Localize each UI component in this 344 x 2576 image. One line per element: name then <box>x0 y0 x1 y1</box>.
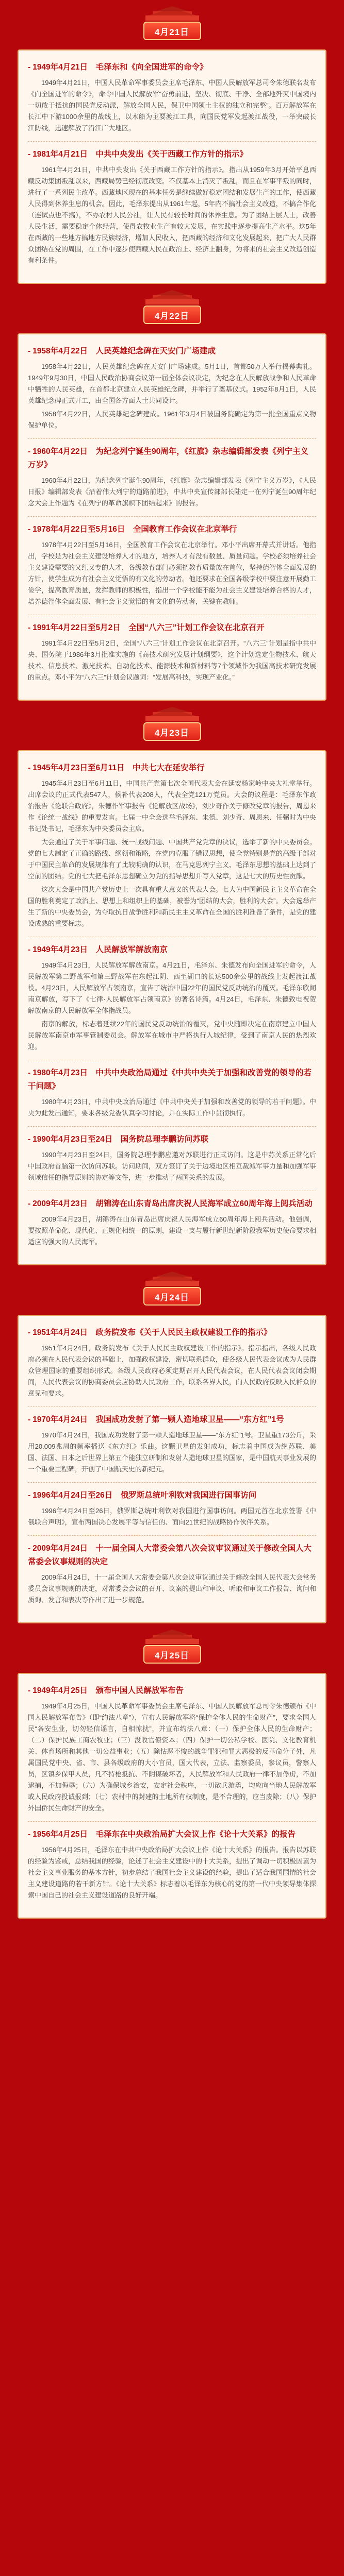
day-section <box>0 0 344 284</box>
entry-paragraph: 1956年4月25日，毛泽东在中共中央政治局扩大会议上作《论十大关系》的报告。报告以苏联的经验为鉴戒，总结我国的经验，论述了社会主义建设中的十大关系，提出了调动一切积极因素为社会主义事业服务的基本方针，初步总结了我国社会主义建设的经验，提出了适合我国国情的社会主义建设道路的若干新方针。《论十大关系》标志着以毛泽东为核心的党的第一代中央领导集体探索中国自己的社会主义建设道路的良好开端。 <box>28 1846 317 1899</box>
tiananmen-gate-icon <box>141 1272 203 1286</box>
entry-body <box>28 539 316 607</box>
entry-paragraph: 1958年4月22日，人民英雄纪念碑在天安门广场建成。5月1日，首都50万人举行揭幕典礼。1949年9月30日，中国人民政治协商会议第一届全体会议决定，为纪念在人民解放战争和人民革命中牺牲的人民英雄，在首都北京建立人民英雄纪念碑，并举行了奠基仪式。1952年8月1日，人民英雄纪念碑正式开工，由全国各方面人士共同设计。 <box>28 363 316 404</box>
entry-title-text: 1945年4月23日至6月11日 中共七大在延安举行 <box>32 764 205 772</box>
entry-title <box>28 148 316 161</box>
entry-dash: - <box>28 945 31 954</box>
entry-body <box>28 778 316 929</box>
entry-title <box>28 621 316 635</box>
history-entry <box>28 1483 316 1536</box>
entry-body <box>28 1149 316 1183</box>
entry-dash: - <box>28 764 31 772</box>
entry-paragraph: 1949年4月25日，中国人民革命军事委员会主席毛泽东、中国人民解放军总司令朱德颁布《中国人民解放军布告》（即“约法八章”），宣布人民解放军将“保护全体人民的生命财产”，要求全国人民“各安生业，切勿轻信谣言，自相惊扰”，并宣布约法八章：（一）保护全体人民的生命财产；（二）保护民族工商农牧业；（三）没收官僚资本；（四）保护一切公私学校、医院、文化教育机关、体育场所和其他一切公益事业；（五）除怙恶不悛的战争罪犯和罪大恶极的反革命分子外，凡属国民党中央、省、市、县各级政府的大小官员，国大代表，立法、监察委员，参议员，警察人员，区镇乡保甲人员，凡不持枪抵抗、不阴谋破坏者，人民解放军和人民政府一律不加俘虏，不加逮捕，不加侮辱；（六）为确保城乡治安，安定社会秩序，一切散兵游勇，均应向当地人民解放军或人民政府投诚报到；（七）农村中的封建的土地所有权制度，是不合理的，应当废除；（八）保护外国侨民生命财产的安全。 <box>28 1702 317 1812</box>
entry-body <box>28 475 316 509</box>
entry-paragraph: 1961年4月21日，中共中央发出《关于西藏工作方针的指示》。指出从1959年3月开始平息西藏反动集团叛乱以来，西藏局势已经彻底改变。不仅基本上消灭了叛乱，而且在军事平叛的同时，进行了一系列民主改革。西藏地区现在的基本任务是继续做好稳定团结和发展生产的工作，使西藏人民得到休养生息的机会。因此，毛泽东提出从1961年起，5年内不搞社会主义改造，不搞合作化（连试点也不搞），不办农村人民公社，让人民有较长时间的休养生息。为了团结上层人士，改善人民生活，需要稳定个体经营，使得农牧业生产有较大发展，在实践中逐步提高生产水平。这5年在西藏的一些地方搞地方民族经济，增加人民收入，把西藏的经济和文化发展起来，把广大人民群众团结在党的周围，在工作中逐步使西藏人民在政治上、经济上翻身，为将来的社会主义改造创造有利条件。 <box>28 166 317 264</box>
day-section <box>0 701 344 1265</box>
footer-band <box>0 1919 344 1939</box>
entries-card <box>18 1673 326 1919</box>
entry-title-text: 1951年4月24日 政务院发布《关于人民民主政权建设工作的指示》 <box>32 1328 272 1337</box>
entry-dash: - <box>28 1491 31 1500</box>
entry-paragraph: 1949年4月23日，人民解放军解放南京。4月21日，毛泽东、朱德发布向全国进军的命令，人民解放军第二野战军和第三野战军在东起江阴、西至湖口的长达500余公里的战线上发起渡江战役。4月23日，人民解放军占领南京，宣告了统治中国22年的国民党反动统治的覆灭。毛泽东欣闻南京解放，写下了《七律·人民解放军占领南京》的著名诗篇。4月24日，毛泽东、朱德致电祝贺解放南京的人民解放军全体指战员。 <box>28 961 316 1014</box>
date-badge: 4月22日 <box>143 306 201 324</box>
entry-dash: - <box>28 1686 31 1695</box>
day-section <box>0 284 344 701</box>
entry-title <box>28 345 316 358</box>
entry-title <box>28 1684 316 1698</box>
entry-dash: - <box>28 1830 31 1839</box>
entry-title-text: 1990年4月23日至24日 国务院总理李鹏访问苏联 <box>32 1135 209 1144</box>
entry-title-text: 1991年4月22日至5月2日 全国“八六三”计划工作会议在北京召开 <box>32 623 265 632</box>
entry-title <box>28 1066 316 1093</box>
entry-paragraph: 1978年4月22日至5月16日，全国教育工作会议在北京举行。邓小平出席开幕式并讲话。他指出，学校是为社会主义建设培养人才的地方，培养人才有没有数量、质量问题。学校必须培养社会主义建设需要的又红又专的人才，各级教育部门必须把教育质量放在首位，坚持德智体全面发展的方针，使学生成为有社会主义觉悟的有文化的劳动者。他还要求在全国各级学校中要注意开展勤工俭学，提高教育质量，发挥教师的积极性，指出一个学校能不能为社会主义建设培养合格的人才，培养德智体全面发展、有社会主义觉悟的有文化的劳动者，关键在教师。 <box>28 541 317 605</box>
date-badge: 4月21日 <box>143 22 201 40</box>
entry-title-text: 1978年4月22日至5月16日 全国教育工作会议在北京举行 <box>32 525 237 534</box>
entry-paragraph: 1960年4月22日，为纪念列宁诞生90周年，《红旗》杂志编辑部发表《列宁主义万岁》，《人民日报》编辑部发表《沿着伟大列宁的道路前进》，中共中央宣传部部长陆定一在列宁诞生90周年纪念大会上作题为《在列宁的革命旗帜下团结起来》的报告。 <box>28 477 316 507</box>
entry-paragraph: 这次大会是中国共产党历史上一次具有重大意义的代表大会。七大为中国新民主主义革命在全国的胜利奠定了政治上、思想上和组织上的基础，被誉为“团结的大会，胜利的大会”。大会选举产生了新的中央委员会，为夺取抗日战争胜利和新民主主义革命在全国的胜利准备了条件，是党的建设成熟的重要标志。 <box>28 886 317 927</box>
history-entry <box>28 1191 316 1255</box>
day-header <box>18 701 326 750</box>
entry-dash: - <box>28 63 31 72</box>
entry-dash: - <box>28 1544 31 1553</box>
entry-title <box>28 1133 316 1146</box>
entry-title <box>28 445 316 472</box>
history-entry <box>28 1822 316 1908</box>
entry-body <box>28 960 316 1053</box>
entry-title-text: 1949年4月21日 毛泽东和《向全国进军的命令》 <box>32 63 208 72</box>
entry-body <box>28 638 316 683</box>
date-badge: 4月24日 <box>143 1287 201 1306</box>
day-header <box>18 0 326 49</box>
history-entry <box>28 439 316 517</box>
entry-dash: - <box>28 1415 31 1424</box>
entry-title <box>28 1542 316 1569</box>
day-header <box>18 284 326 333</box>
history-entry <box>28 142 316 274</box>
entry-paragraph: 1949年4月21日，中国人民革命军事委员会主席毛泽东、中国人民解放军总司令朱德联名发布《向全国进军的命令》，命令中国人民解放军“奋勇前进，坚决、彻底、干净、全部地歼灭中国境内一切敢于抵抗的国民党反动派，解放全国人民，保卫中国领土主权的独立和完整”。百万解放军在长江中下游1000余里的战线上，以木船为主要渡江工具，向国民党军发起渡江战役，一举突破长江防线，迅速解放了沿江广大地区。 <box>28 79 316 132</box>
entry-body <box>28 1572 316 1606</box>
entry-dash: - <box>28 525 31 534</box>
history-entry <box>28 937 316 1060</box>
entry-paragraph: 2009年4月23日，胡锦涛在山东青岛出席庆祝人民海军成立60周年海上阅兵活动。他强调，要按照革命化、现代化、正规化相统一的原则，建设一支与履行新世纪新阶段我军历史使命要求相适应的强大的人民海军。 <box>28 1215 317 1246</box>
entry-title <box>28 523 316 536</box>
entry-title-text: 1958年4月22日 人民英雄纪念碑在天安门广场建成 <box>32 347 216 355</box>
entry-title-text: 1949年4月23日 人民解放军解放南京 <box>32 945 168 954</box>
entry-dash: - <box>28 1328 31 1337</box>
entry-dash: - <box>28 1069 31 1077</box>
history-entry <box>28 755 316 937</box>
entry-body <box>28 1430 316 1475</box>
history-entry <box>28 1320 316 1407</box>
entry-body <box>28 1701 316 1814</box>
tiananmen-gate-icon <box>141 290 203 304</box>
entry-body <box>28 1505 316 1528</box>
entry-paragraph: 大会通过了关于军事问题、统一战线问题、中国共产党党章的决议，选举了新的中央委员会。党的七大制定了正确的路线、纲领和策略，在党内克服了错误思想，使全党特别是党的高级干部对于中国民主革命的发展规律有了比较明确的认识，在马克思列宁主义、毛泽东思想的基础上达到了空前的团结。党的七大把毛泽东思想确立为党的指导思想并写入党章，这是七大的历史性贡献。 <box>28 838 317 880</box>
entry-paragraph: 1958年4月22日，人民英雄纪念碑建成。1961年3月4日被国务院确定为第一批全国重点文物保护单位。 <box>28 410 316 429</box>
history-entry <box>28 338 316 439</box>
history-entry <box>28 517 316 615</box>
entry-paragraph: 1980年4月23日，中共中央政治局通过《中共中央关于加强和改善党的领导的若干问题》。中央为此发出通知，要求各级党委认真学习讨论，并在实际工作中贯彻执行。 <box>28 1098 316 1117</box>
entries-card <box>18 333 326 701</box>
entry-paragraph: 1970年4月24日，我国成功发射了第一颗人造地球卫星——“东方红”1号。卫星重173公斤，采用20.009兆周的频率播送《东方红》乐曲。这颗卫星的发射成功，标志着中国成为继苏联、美国、法国、日本之后世界上第五个能独立研制和发射人造地球卫星的国家，是中国航天事业发展的一个重要里程碑，开创了中国航天史的新纪元。 <box>28 1431 317 1473</box>
entry-paragraph: 1951年4月24日，政务院发布《关于人民民主政权建设工作的指示》。指示指出，各级人民政府必须在人民代表会议的基础上，加强政权建设，密切联系群众，使各级人民代表会议成为人民群众管理国家的重要组织形式。各级人民政府必须定期召开人民代表会议，在人民代表会议闭会期间，人民代表会议的协商委员会应协助人民政府工作，联系各界人民，向人民政府反映人民群众的意见和要求。 <box>28 1344 317 1397</box>
entry-paragraph: 1945年4月23日至6月11日，中国共产党第七次全国代表大会在延安杨家岭中央大礼堂举行。出席会议的正式代表547人，候补代表208人，代表全党121万党员。大会的议程是：毛泽东作政治报告《论联合政府》，朱德作军事报告《论解放区战场》，刘少奇作关于修改党章的报告，周恩来作《论统一战线》的重要发言。七届一中全会选举毛泽东、朱德、刘少奇、周恩来、任弼时为中央书记处书记，毛泽东为中央委员会主席。 <box>28 779 317 833</box>
date-badge: 4月25日 <box>143 1645 201 1664</box>
day-section <box>0 1623 344 1919</box>
entry-dash: - <box>28 1135 31 1144</box>
entries-card <box>18 49 326 284</box>
entries-card <box>18 1315 326 1623</box>
history-entry <box>28 1407 316 1483</box>
entry-title-text: 1956年4月25日 毛泽东在中央政治局扩大会议上作《论十大关系》的报告 <box>32 1830 296 1839</box>
entry-title <box>28 1828 316 1841</box>
history-entry <box>28 55 316 142</box>
entry-title <box>28 1413 316 1427</box>
history-entry <box>28 1060 316 1127</box>
entry-title <box>28 1326 316 1340</box>
entry-dash: - <box>28 447 31 456</box>
entry-body <box>28 361 316 431</box>
tiananmen-gate-icon <box>141 707 203 721</box>
entry-paragraph: 南京的解放，标志着延续22年的国民党反动统治的覆灭，党中央随即决定在南京建立中国人民解放军南京市军事管制委员会。解放军在城市中严格执行入城纪律，受到了南京人民的热烈欢迎。 <box>28 1020 316 1050</box>
entry-title <box>28 943 316 957</box>
entries-card <box>18 750 326 1265</box>
day-header <box>18 1265 326 1315</box>
entry-body <box>28 1844 316 1901</box>
entry-title-text: 1970年4月24日 我国成功发射了第一颗人造地球卫星——“东方红”1号 <box>32 1415 284 1424</box>
entry-title-text: 1960年4月22日 为纪念列宁诞生90周年，《红旗》杂志编辑部发表《列宁主义万岁》 <box>28 447 309 469</box>
date-badge: 4月23日 <box>143 722 201 741</box>
entry-paragraph: 1991年4月22日至5月2日，全国“八六三”计划工作会议在北京召开。“八六三”计划是指中共中央、国务院于1986年3月批准实施的《高技术研究发展计划纲要》，这个计划选定生物技术、航天技术、信息技术、激光技术、自动化技术、能源技术和新材料等7个领域作为我国高技术研究发展的重点。邓小平为“八六三”计划会议题词：“发展高科技，实现产业化。” <box>28 639 316 681</box>
tiananmen-gate-icon <box>141 6 203 21</box>
entry-paragraph: 1990年4月23日至24日，国务院总理李鹏应邀对苏联进行正式访问。这是中苏关系正常化后中国政府首脑第一次访问苏联。访问期间，双方签订了关于边境地区相互裁减军事力量和加强军事领域信任的指导原则的协定等文件，进一步推动了两国关系的发展。 <box>28 1151 317 1181</box>
entry-title-text: 1981年4月21日 中共中央发出《关于西藏工作方针的指示》 <box>32 150 248 159</box>
day-header <box>18 1623 326 1673</box>
entry-title-text: 1949年4月25日 颁布中国人民解放军布告 <box>32 1686 184 1695</box>
entry-dash: - <box>28 347 31 355</box>
history-entry <box>28 1127 316 1191</box>
history-entry <box>28 1678 316 1822</box>
entry-title <box>28 761 316 775</box>
entry-paragraph: 1996年4月24日至26日，俄罗斯总统叶利钦对我国进行国事访问。两国元首在北京签署《中俄联合声明》，宣布两国决心发展平等与信任的、面向21世纪的战略协作伙伴关系。 <box>28 1507 316 1526</box>
entry-body <box>28 77 316 134</box>
entry-dash: - <box>28 1199 31 1208</box>
history-entry <box>28 1536 316 1613</box>
entry-dash: - <box>28 623 31 632</box>
entry-paragraph: 2009年4月24日，十一届全国人大常委会第八次会议审议通过关于修改全国人民代表大会常务委员会议事规则的决定，对常委会会议的召开、议案的提出和审议、听取和审议工作报告、询问和质询、发言和表决等作出了进一步规范。 <box>28 1573 317 1604</box>
entry-title <box>28 61 316 74</box>
entry-body <box>28 164 316 266</box>
tiananmen-gate-icon <box>141 1630 203 1644</box>
entry-body <box>28 1343 316 1399</box>
entry-title <box>28 1489 316 1502</box>
entry-dash: - <box>28 150 31 159</box>
day-section <box>0 1265 344 1623</box>
entry-title-text: 2009年4月24日 十一届全国人大常委会第八次会议审议通过关于修改全国人大常委会议事规则的决定 <box>28 1544 312 1566</box>
entry-title <box>28 1197 316 1211</box>
entry-body <box>28 1214 316 1248</box>
history-entry <box>28 615 316 690</box>
entry-body <box>28 1096 316 1119</box>
entry-title-text: 1980年4月23日 中共中央政治局通过《中共中央关于加强和改善党的领导的若干问题》 <box>28 1069 312 1091</box>
entry-title-text: 1996年4月24日至26日 俄罗斯总统叶利钦对我国进行国事访问 <box>32 1491 257 1500</box>
entry-title-text: 2009年4月23日 胡锦涛在山东青岛出席庆祝人民海军成立60周年海上阅兵活动 <box>32 1199 313 1208</box>
